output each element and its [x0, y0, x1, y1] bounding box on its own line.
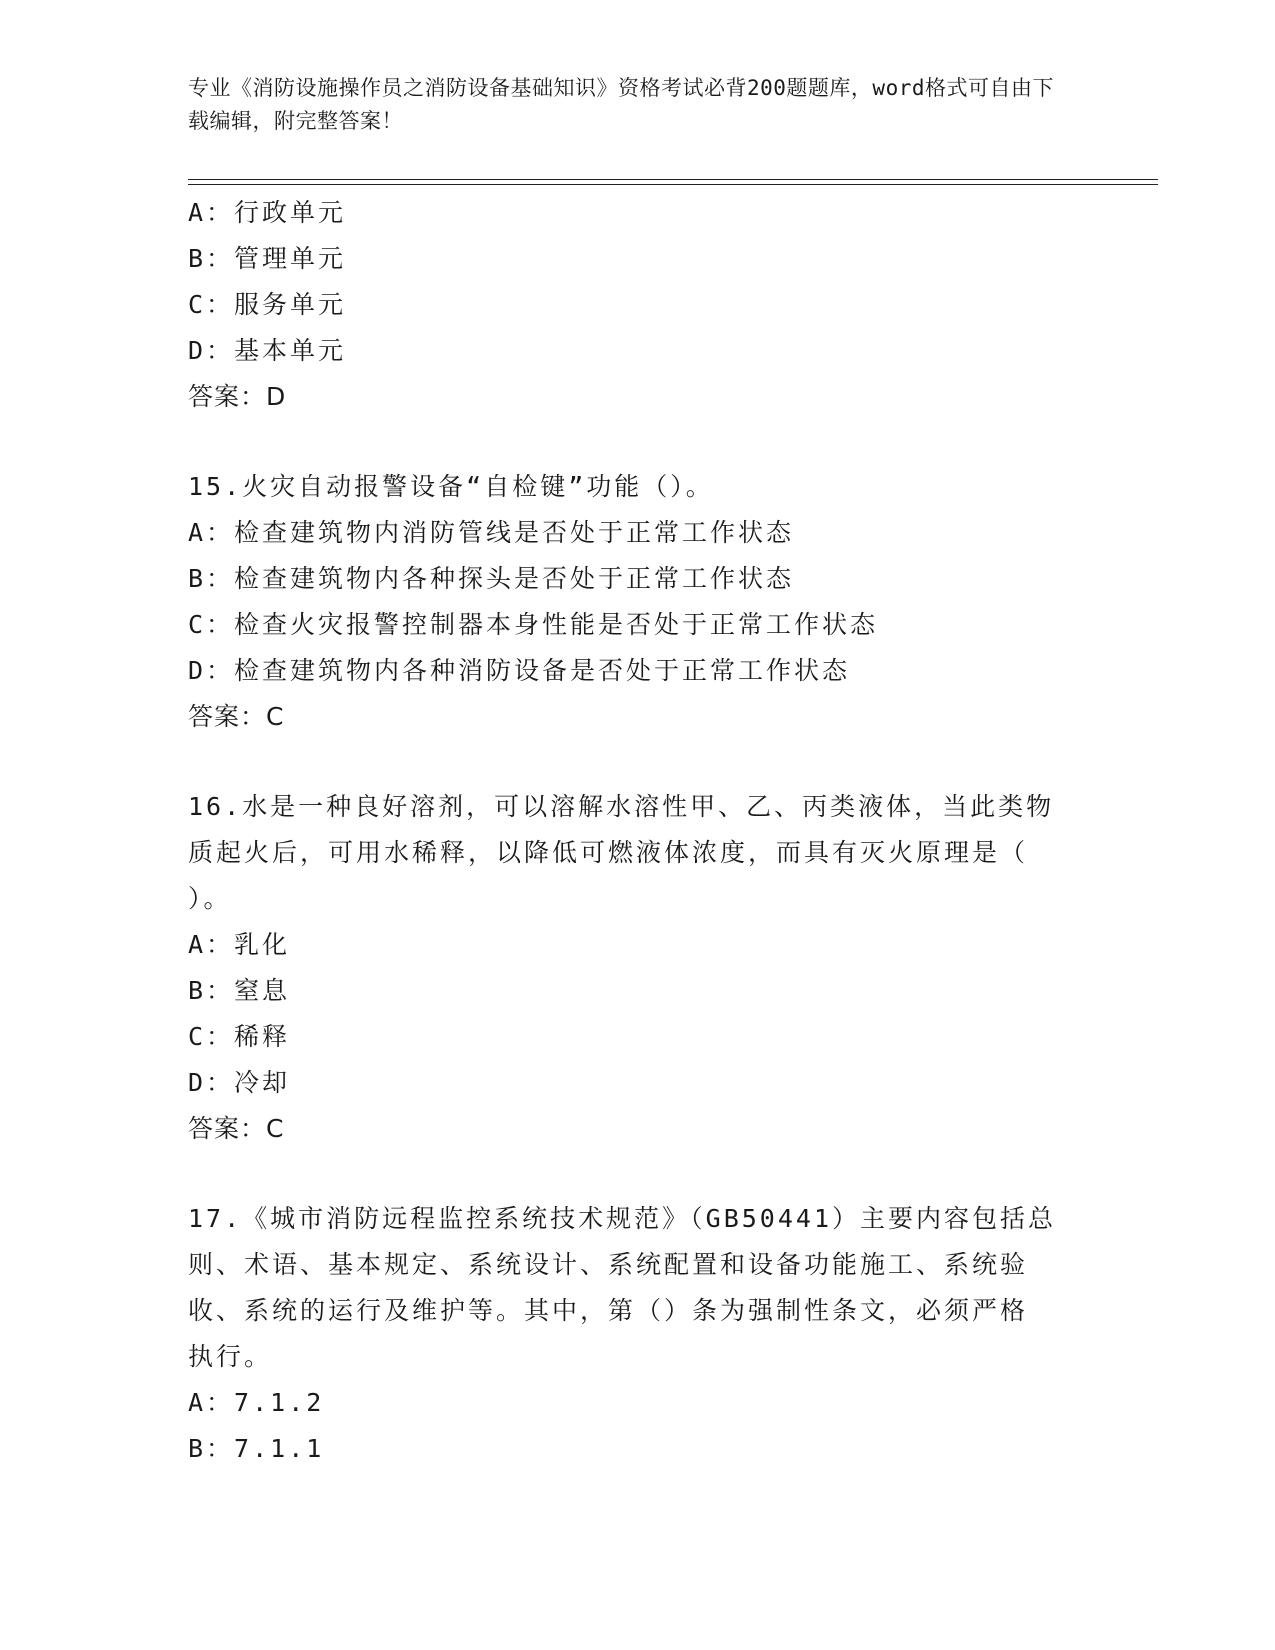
answer: 答案：C [188, 1114, 285, 1143]
option-d: D：检查建筑物内各种消防设备是否处于正常工作状态 [188, 656, 851, 685]
option-b: B：管理单元 [188, 244, 347, 273]
question-15 [188, 464, 1088, 740]
option-d: D：冷却 [188, 1068, 291, 1097]
question-stem-line: 质起火后，可用水稀释，以降低可燃液体浓度，而具有灭火原理是（ [188, 838, 1029, 867]
option-a: A：行政单元 [188, 198, 347, 227]
option-a: A：检查建筑物内消防管线是否处于正常工作状态 [188, 518, 795, 547]
spacer [188, 420, 1088, 464]
option-d: D：基本单元 [188, 336, 347, 365]
question-16 [188, 784, 1088, 1152]
option-b: B：窒息 [188, 976, 291, 1005]
document-title: 专业《消防设施操作员之消防设备基础知识》资格考试必背200题题库，word格式可自由下载编辑，附完整答案！ [188, 76, 1054, 133]
question-stem-line: 执行。 [188, 1342, 273, 1371]
option-a: A：7.1.2 [188, 1388, 325, 1417]
question-17 [188, 1196, 1088, 1472]
question-stem: 15.火灾自动报警设备“自检键”功能（）。 [188, 472, 714, 501]
header-divider-top [188, 179, 1158, 180]
spacer [188, 740, 1088, 784]
header-divider-bottom [188, 184, 1158, 185]
answer: 答案：D [188, 382, 287, 411]
spacer [188, 1152, 1088, 1196]
question-stem-line: ）。 [188, 884, 232, 913]
option-c: C：稀释 [188, 1022, 291, 1051]
question-14-tail [188, 190, 1088, 420]
question-stem-line: 16.水是一种良好溶剂，可以溶解水溶性甲、乙、丙类液体，当此类物 [188, 792, 1055, 821]
option-b: B：检查建筑物内各种探头是否处于正常工作状态 [188, 564, 795, 593]
question-stem-line: 则、术语、基本规定、系统设计、系统配置和设备功能施工、系统验 [188, 1250, 1029, 1279]
question-stem-line: 17.《城市消防远程监控系统技术规范》（GB50441）主要内容包括总 [188, 1204, 1057, 1233]
option-c: C：检查火灾报警控制器本身性能是否处于正常工作状态 [188, 610, 879, 639]
question-list [188, 190, 1088, 1472]
option-b: B：7.1.1 [188, 1434, 325, 1463]
answer: 答案：C [188, 702, 285, 731]
question-stem-line: 收、系统的运行及维护等。其中，第（）条为强制性条文，必须严格 [188, 1296, 1029, 1325]
option-a: A：乳化 [188, 930, 291, 959]
option-c: C：服务单元 [188, 290, 347, 319]
